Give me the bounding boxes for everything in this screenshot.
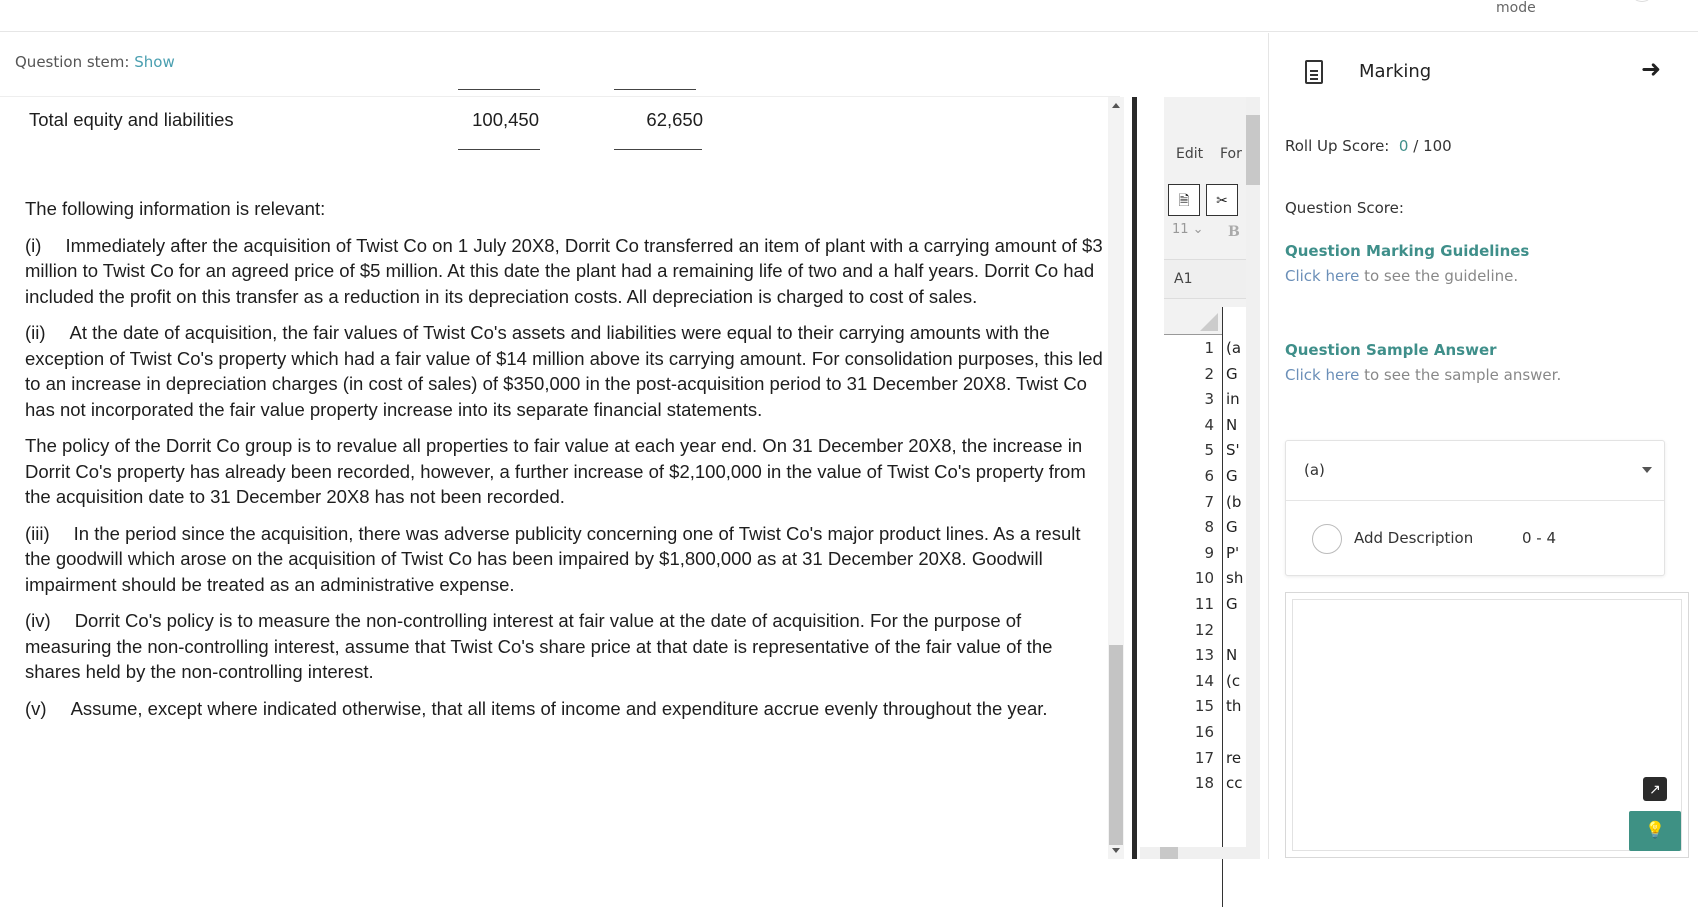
question-scrollbar[interactable] — [1108, 97, 1124, 859]
criteria-header[interactable] — [1286, 441, 1664, 501]
row-number: 11 — [1194, 595, 1214, 613]
marking-panel — [1268, 33, 1698, 859]
paragraph-number: (i) — [25, 234, 42, 256]
paragraph-number: (v) — [25, 697, 47, 719]
spreadsheet-row[interactable] — [1164, 463, 1246, 491]
paragraph-text: Dorrit Co's policy is to measure the non-controlling interest at fair value at the date of acquisition. For the purpose of measuring the non-controlling interest, assume that Twist Co's share price at that date is representative of the fair value of the shares held by the non-controlling interest. — [25, 610, 1053, 682]
cell-value[interactable]: N — [1226, 646, 1238, 665]
paragraph-text: At the date of acquisition, the fair values of Twist Co's assets and liabilities were equal to their carrying amounts with the exception of Twist Co's property which had a fair value of $14 million above its carrying amount. For consolidation purposes, this led to an increase in depreciation charges (in cost of sales) of $350,000 in the post-acquisition period to 31 December 20X8. Twist Co has not incorporated the fair value property increase into its separate financial statements. — [25, 322, 1103, 420]
spreadsheet-row[interactable] — [1164, 361, 1246, 389]
cell-value[interactable]: G — [1226, 364, 1238, 383]
font-size-select[interactable]: 11 ⌄ — [1172, 222, 1204, 237]
marking-document-icon — [1305, 60, 1323, 84]
bold-button[interactable]: B — [1228, 224, 1240, 240]
cell-reference: A1 — [1174, 271, 1193, 287]
paragraph-text: The policy of the Dorrit Co group is to revalue all properties to fair value at each year end. On 31 December 20X8, the increase in Dorrit Co's property has already been recorded, however, a further increase of $2,100,000 in the value of Twist Co's property from the acquisition date to 31 December 20X8 has not been recorded. — [25, 435, 1086, 507]
spreadsheet-vscroll[interactable] — [1246, 97, 1260, 847]
sample-answer-title: Question Sample Answer — [1285, 341, 1497, 359]
spreadsheet-row[interactable] — [1164, 642, 1246, 670]
rollup-score-max: / 100 — [1413, 137, 1452, 155]
cell-value[interactable]: (b — [1226, 492, 1242, 511]
question-paragraph — [25, 320, 1108, 422]
row-number: 5 — [1204, 441, 1214, 460]
spreadsheet-row[interactable] — [1164, 617, 1246, 645]
question-score-label: Question Score: — [1285, 199, 1404, 217]
spreadsheet-row[interactable] — [1164, 335, 1246, 363]
mode-label: mode — [1496, 0, 1536, 16]
row-number: 1 — [1204, 339, 1214, 357]
row-number: 3 — [1204, 390, 1214, 409]
row-number: 9 — [1204, 543, 1214, 562]
question-content — [25, 97, 1108, 859]
select-all-corner[interactable] — [1164, 307, 1222, 335]
new-document-button[interactable] — [1168, 184, 1200, 216]
scroll-up-icon[interactable] — [1112, 103, 1120, 108]
score-range: 0 - 4 — [1522, 529, 1557, 547]
spreadsheet-row[interactable] — [1164, 489, 1246, 517]
cut-button[interactable] — [1206, 184, 1238, 216]
cell-value[interactable]: sh — [1226, 569, 1244, 588]
bottom-rule-1 — [458, 149, 540, 150]
comment-input[interactable] — [1292, 599, 1682, 851]
spreadsheet-row[interactable] — [1164, 770, 1246, 798]
expand-icon[interactable]: ↗ — [1643, 777, 1667, 801]
spreadsheet-panel — [1164, 97, 1246, 859]
row-number: 17 — [1194, 748, 1214, 767]
row-number: 4 — [1204, 415, 1214, 434]
spreadsheet-row[interactable] — [1164, 386, 1246, 414]
top-rule-1 — [458, 89, 540, 90]
cell-value[interactable]: re — [1226, 748, 1242, 767]
spreadsheet-hscroll[interactable] — [1140, 847, 1260, 859]
spreadsheet-row[interactable] — [1164, 514, 1246, 542]
bottom-rule-2 — [614, 149, 702, 150]
scrollbar-thumb[interactable] — [1109, 645, 1123, 845]
cell-value[interactable]: S' — [1226, 441, 1240, 460]
scroll-down-icon[interactable] — [1112, 848, 1120, 853]
top-bar — [0, 0, 1698, 32]
lightbulb-icon: 💡 — [1645, 822, 1665, 839]
spreadsheet-grid[interactable] — [1164, 307, 1246, 867]
total-equity-label: Total equity and liabilities — [29, 109, 234, 130]
cell-reference-box[interactable] — [1164, 259, 1246, 299]
question-paragraph — [25, 521, 1108, 598]
spreadsheet-row[interactable] — [1164, 668, 1246, 696]
total-value-2: 62,650 — [646, 109, 703, 130]
row-number: 15 — [1194, 697, 1214, 716]
row-number: 16 — [1194, 723, 1214, 741]
spreadsheet-row[interactable] — [1164, 565, 1246, 593]
marking-guidelines-title: Question Marking Guidelines — [1285, 242, 1530, 260]
pane-divider[interactable] — [1132, 97, 1137, 859]
lightbulb-button[interactable] — [1629, 811, 1681, 851]
sample-answer-line: Click here to see the sample answer. — [1285, 366, 1562, 384]
spreadsheet-row[interactable] — [1164, 412, 1246, 440]
menu-edit[interactable]: Edit — [1176, 146, 1204, 162]
cell-value[interactable]: P' — [1226, 543, 1240, 562]
row-number: 2 — [1204, 364, 1214, 383]
paragraph-number: (iv) — [25, 610, 51, 631]
rollup-score: Roll Up Score: 0 / 100 — [1285, 137, 1452, 155]
marking-title: Marking — [1359, 61, 1432, 82]
document-icon: 🗎 — [1178, 192, 1190, 208]
question-stem-label: Question stem: Show — [15, 53, 175, 71]
question-paragraph — [25, 608, 1108, 685]
spreadsheet-hscroll-thumb[interactable] — [1160, 847, 1178, 859]
row-number: 18 — [1194, 774, 1214, 793]
arrow-right-icon[interactable]: ➜ — [1641, 56, 1662, 83]
guidelines-link[interactable]: Click here — [1285, 267, 1360, 285]
cell-value[interactable]: (c — [1226, 671, 1241, 690]
question-paragraph — [25, 696, 1108, 722]
criteria-section-label: (a) — [1304, 461, 1325, 479]
row-number: 12 — [1194, 620, 1214, 639]
row-number: 8 — [1204, 518, 1214, 537]
sample-answer-link[interactable]: Click here — [1285, 366, 1360, 384]
marking-header — [1269, 33, 1699, 103]
spreadsheet-row[interactable] — [1164, 693, 1246, 721]
top-rule-2 — [614, 89, 696, 90]
paragraph-number: (ii) — [25, 322, 46, 343]
row-number: 7 — [1204, 492, 1214, 511]
spreadsheet-menu — [1164, 137, 1244, 171]
paragraph-list — [25, 233, 1108, 722]
spreadsheet-row[interactable] — [1164, 437, 1246, 465]
spreadsheet-row[interactable] — [1164, 745, 1246, 773]
cell-value[interactable]: G — [1226, 467, 1238, 485]
cell-value[interactable]: G — [1226, 518, 1238, 537]
spreadsheet-row[interactable] — [1164, 719, 1246, 747]
show-stem-link[interactable]: Show — [134, 53, 175, 71]
total-equity-row — [28, 97, 1108, 145]
intro-text: The following information is relevant: — [25, 198, 326, 219]
question-paragraph — [25, 233, 1108, 310]
cell-value[interactable]: th — [1226, 697, 1242, 716]
question-paragraph — [25, 433, 1108, 510]
chevron-down-icon[interactable] — [1642, 467, 1652, 473]
scissors-icon: ✂ — [1216, 192, 1228, 208]
menu-format[interactable]: For — [1220, 146, 1242, 162]
cell-value[interactable]: N — [1226, 415, 1238, 434]
cell-value[interactable]: G — [1226, 595, 1238, 613]
question-stem-bar — [0, 33, 1120, 97]
cell-value[interactable]: cc — [1226, 774, 1243, 793]
criteria-radio[interactable] — [1312, 524, 1342, 554]
add-description[interactable]: Add Description — [1354, 529, 1474, 547]
toggle-edge — [1630, 0, 1654, 2]
paragraph-number: (iii) — [25, 522, 50, 544]
row-number: 14 — [1194, 671, 1214, 690]
row-number: 10 — [1194, 569, 1214, 588]
spreadsheet-row[interactable] — [1164, 540, 1246, 568]
row-number: 6 — [1204, 467, 1214, 485]
spreadsheet-row[interactable] — [1164, 591, 1246, 619]
paragraph-text: Assume, except where indicated otherwise, that all items of income and expenditure accrue evenly throughout the year. — [70, 697, 1048, 719]
spreadsheet-vscroll-thumb[interactable] — [1246, 115, 1260, 185]
cell-value[interactable]: in — [1226, 390, 1240, 409]
row-number: 13 — [1194, 646, 1214, 665]
total-value-1: 100,450 — [472, 109, 539, 130]
criteria-accordion — [1285, 440, 1665, 576]
cell-value[interactable]: (a — [1226, 339, 1242, 357]
rollup-score-value: 0 — [1398, 137, 1409, 155]
guidelines-line: Click here to see the guideline. — [1285, 267, 1519, 285]
paragraph-text: In the period since the acquisition, there was adverse publicity concerning one of Twist Co's major product lines. As a result the goodwill which arose on the acquisition of Twist Co has been impaired by $1,800,000 as at 31 December 20X8. Goodwill impairment should be treated as an administrative expense. — [25, 522, 1081, 595]
paragraph-text: Immediately after the acquisition of Twist Co on 1 July 20X8, Dorrit Co transferred an item of plant with a carrying amount of $3 million to Twist Co for an agreed price of $5 million. At this date the plant had a remaining life of two and a half years. Dorrit Co had included the profit on this transfer as a reduction in its depreciation costs. All depreciation is charged to cost of sales. — [25, 234, 1103, 307]
